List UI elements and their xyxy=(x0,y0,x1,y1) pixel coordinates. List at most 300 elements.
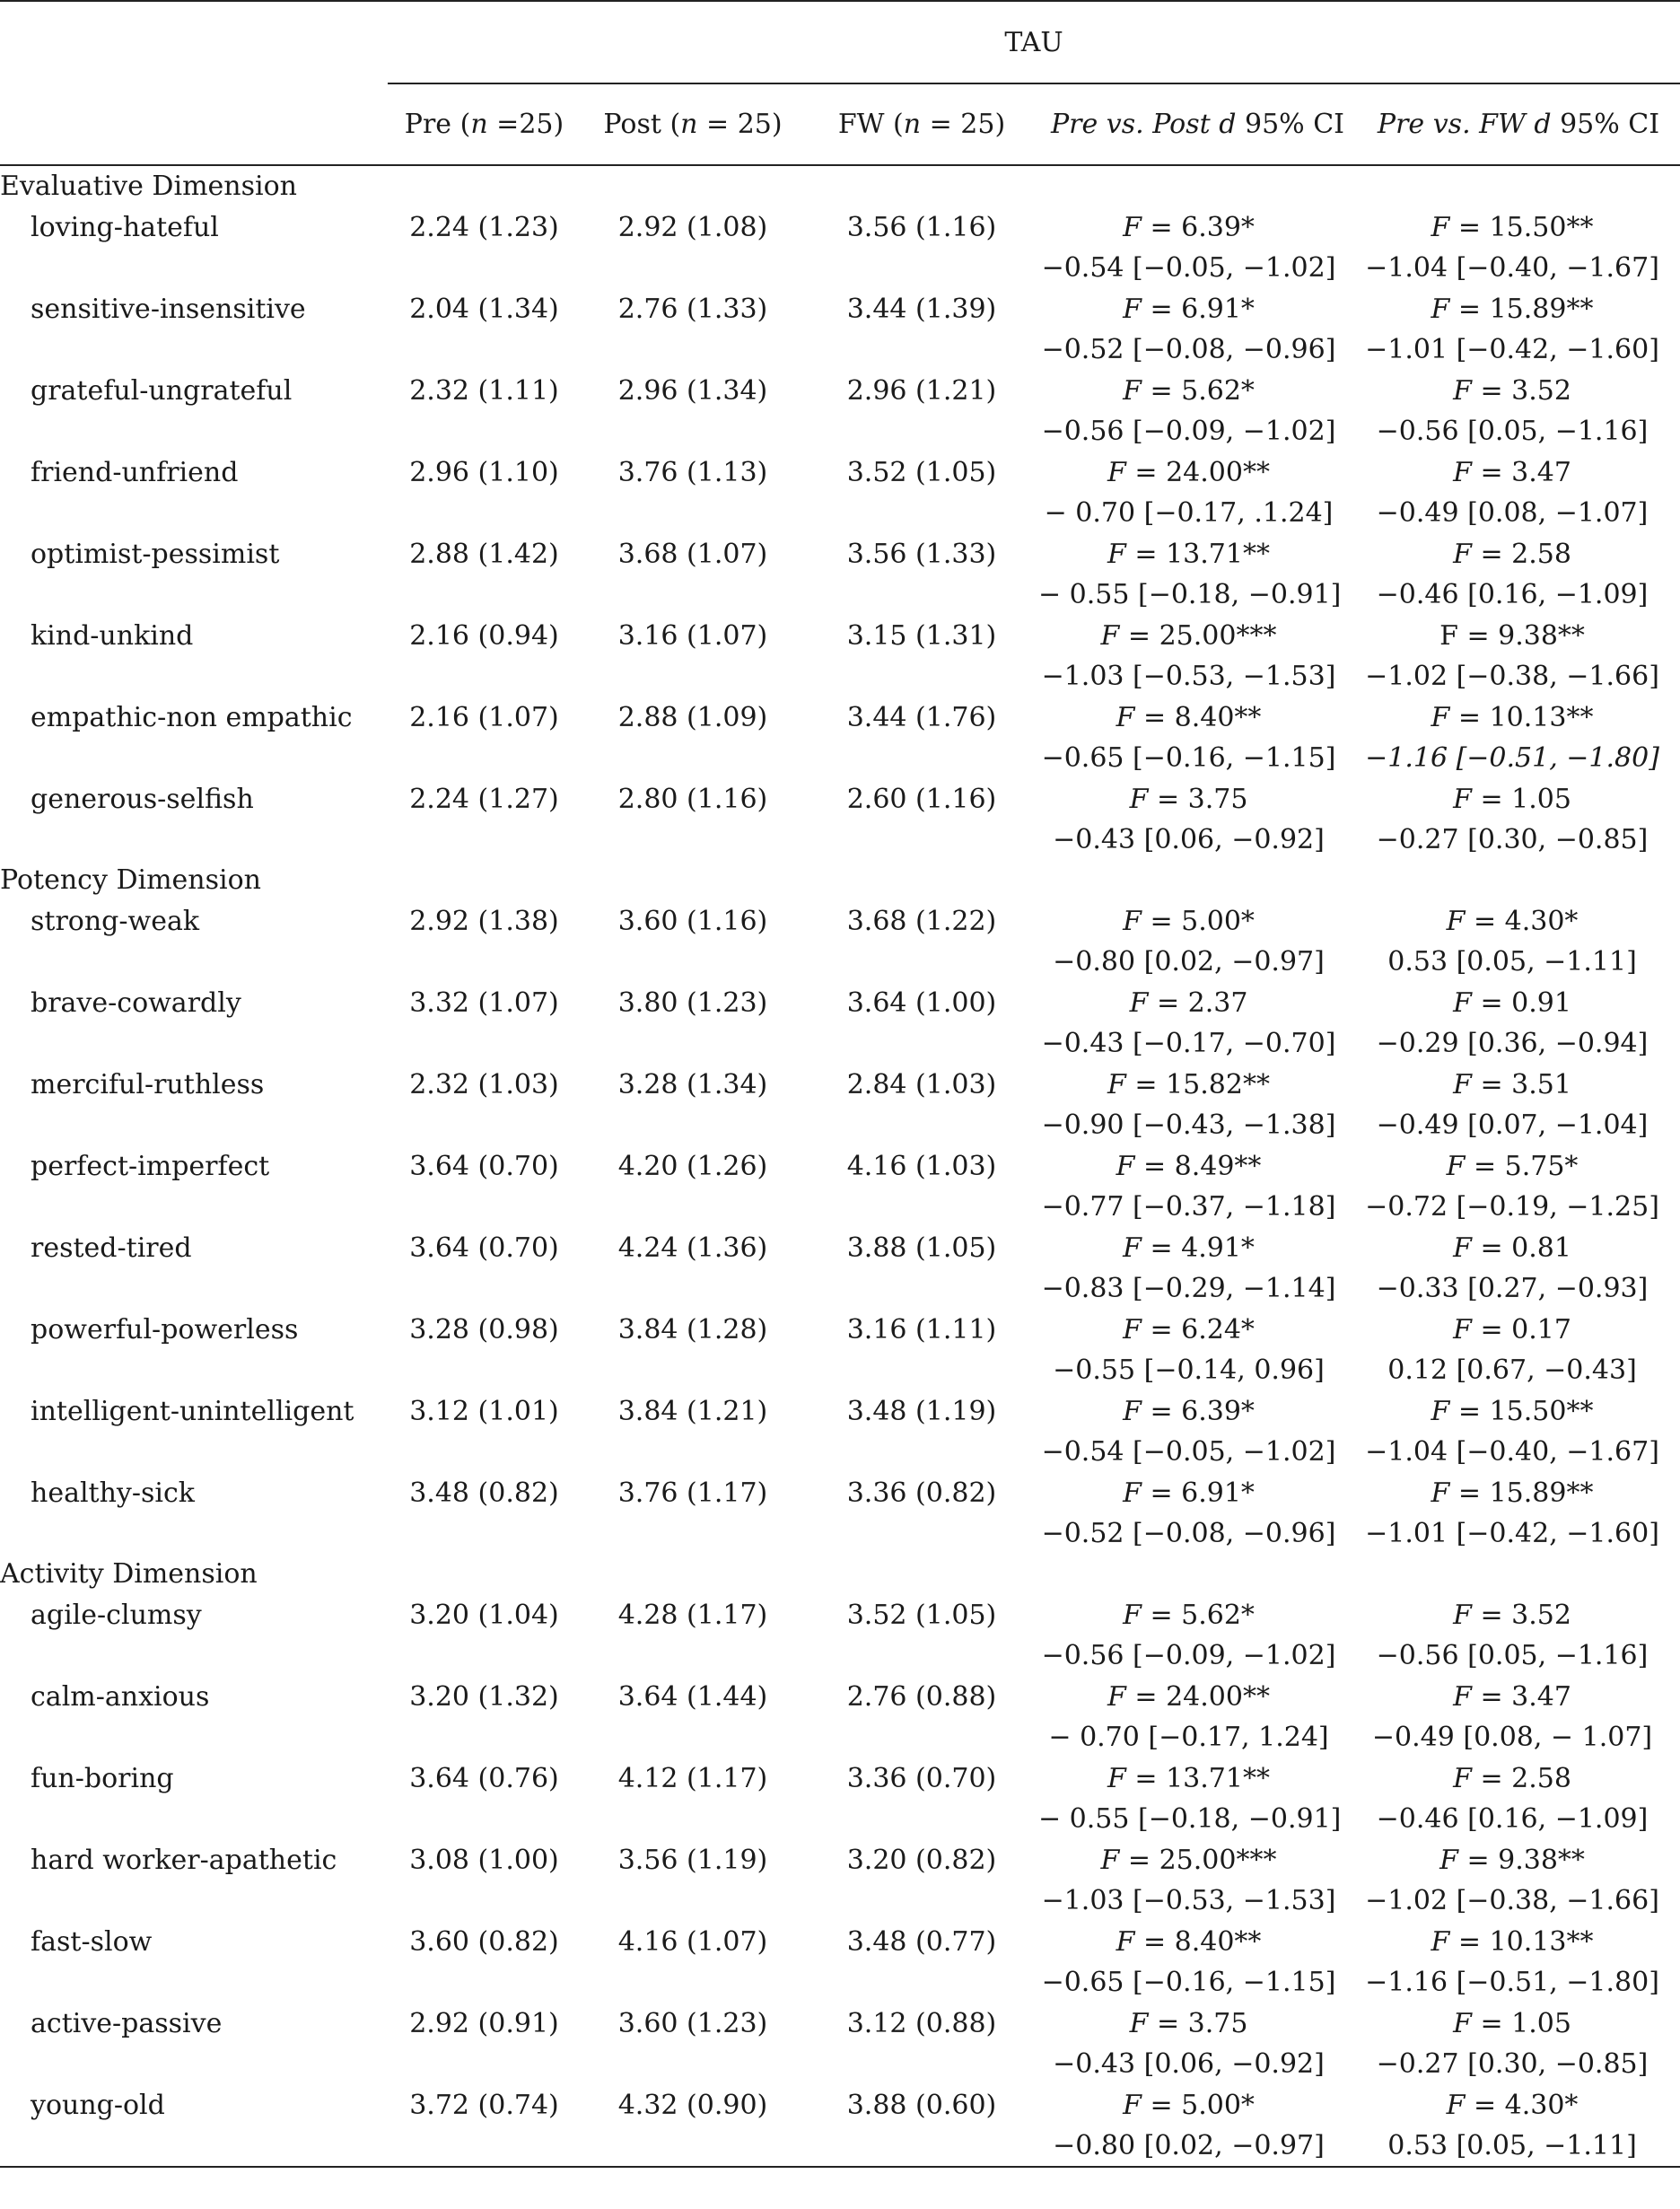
f-symbol: F xyxy=(1453,1680,1472,1713)
pre-post-effect-size: − 0.70 [−0.17, 1.24] xyxy=(1048,1722,1329,1753)
empty-cell xyxy=(388,411,581,451)
f-symbol: F xyxy=(1123,1599,1142,1631)
pre-post-effect-size: −0.56 [−0.09, −1.02] xyxy=(1041,1640,1336,1671)
row-label: optimist-pessimist xyxy=(31,538,280,570)
equals-sign: = xyxy=(1449,1395,1490,1427)
post-value: 4.32 (0.90) xyxy=(617,2089,768,2121)
f-value: 4.30* xyxy=(1504,2089,1579,2121)
row-label: fast-slow xyxy=(31,1925,153,1958)
post-value: 3.68 (1.07) xyxy=(617,538,768,570)
row-label: powerful-powerless xyxy=(31,1313,299,1346)
table-row xyxy=(0,1594,1680,1635)
f-value: 5.62* xyxy=(1181,374,1255,407)
pre-post-effect-size: −0.65 [−0.16, −1.15] xyxy=(1041,1967,1336,1998)
equals-sign: = xyxy=(1471,986,1512,1019)
table-row-effect xyxy=(0,574,1680,615)
empty-cell xyxy=(0,738,388,778)
fw-value: 3.36 (0.82) xyxy=(846,1477,997,1509)
row-label: merciful-ruthless xyxy=(31,1068,265,1100)
f-value: 3.75 xyxy=(1187,783,1248,815)
equals-sign: = xyxy=(1465,1150,1505,1182)
empty-cell xyxy=(0,1187,388,1227)
pre-post-f-stat xyxy=(1038,288,1357,329)
equals-sign: = xyxy=(1457,619,1499,652)
empty-cell xyxy=(0,1350,388,1390)
pre-fw-effect-size: −0.29 [0.36, −0.94] xyxy=(1376,1028,1649,1059)
pre-fw-effect-size: −0.72 [−0.19, −1.25] xyxy=(1365,1191,1659,1223)
equals-sign: = xyxy=(1148,783,1188,815)
f-value: 5.00* xyxy=(1181,905,1255,937)
row-label: friend-unfriend xyxy=(31,456,239,488)
f-symbol: F xyxy=(1453,1762,1472,1794)
table-row-effect xyxy=(0,411,1680,451)
table-row-effect xyxy=(0,248,1680,288)
equals-sign: = xyxy=(1471,1599,1512,1631)
f-symbol: F xyxy=(1123,1232,1142,1264)
table-row-effect xyxy=(0,1513,1680,1554)
table-row xyxy=(0,1676,1680,1717)
pre-post-effect-size: −0.56 [−0.09, −1.02] xyxy=(1041,416,1336,447)
f-symbol: F xyxy=(1439,619,1458,652)
pre-value: 3.64 (0.70) xyxy=(409,1150,559,1182)
table-row-effect xyxy=(0,1717,1680,1758)
empty-cell xyxy=(805,493,1038,533)
f-value: 6.39* xyxy=(1181,211,1255,243)
table-row-effect xyxy=(0,1880,1680,1921)
fw-value: 3.44 (1.39) xyxy=(846,293,997,325)
header-empty-2 xyxy=(0,83,388,165)
empty-cell xyxy=(581,1799,805,1839)
pre-fw-effect-size: −0.56 [0.05, −1.16] xyxy=(1376,416,1649,447)
post-value: 3.84 (1.28) xyxy=(617,1313,768,1346)
empty-cell xyxy=(805,2044,1038,2084)
row-label: calm-anxious xyxy=(31,1680,210,1713)
equals-sign: = xyxy=(1471,783,1512,815)
empty-cell xyxy=(388,1717,581,1758)
f-symbol: F xyxy=(1446,1150,1466,1182)
pre-fw-effect-size: −1.16 [−0.51, −1.80] xyxy=(1365,1967,1659,1998)
empty-cell xyxy=(0,411,388,451)
post-value: 4.24 (1.36) xyxy=(617,1232,768,1264)
pre-value: 2.16 (1.07) xyxy=(409,701,559,733)
empty-cell xyxy=(581,820,805,860)
fw-value: 3.52 (1.05) xyxy=(846,1599,997,1631)
table-row xyxy=(0,1758,1680,1799)
pre-post-effect-size: −1.03 [−0.53, −1.53] xyxy=(1041,1885,1336,1916)
section-title: Evaluative Dimension xyxy=(0,171,297,202)
pre-fw-f-stat xyxy=(1357,1064,1680,1105)
pre-post-f-stat xyxy=(1038,1472,1357,1513)
pre-fw-f-stat xyxy=(1357,697,1680,738)
f-value: 15.50** xyxy=(1489,1395,1594,1427)
empty-cell xyxy=(0,1799,388,1839)
pre-post-f-stat xyxy=(1038,778,1357,820)
pre-post-f-stat xyxy=(1038,1390,1357,1432)
pre-fw-effect-size: −0.27 [0.30, −0.85] xyxy=(1376,2048,1649,2080)
f-value: 8.49** xyxy=(1174,1150,1262,1182)
table-row xyxy=(0,1309,1680,1350)
table-row xyxy=(0,697,1680,738)
table-row-effect xyxy=(0,1350,1680,1390)
empty-cell xyxy=(388,1799,581,1839)
equals-sign: = xyxy=(1141,211,1182,243)
pre-fw-f-stat xyxy=(1357,1921,1680,1962)
pre-fw-effect-size: −1.01 [−0.42, −1.60] xyxy=(1365,1518,1659,1549)
post-value: 2.80 (1.16) xyxy=(617,783,768,815)
empty-cell xyxy=(388,1513,581,1554)
pre-post-f-stat xyxy=(1038,206,1357,248)
section-row xyxy=(0,860,1680,900)
equals-sign: = xyxy=(1119,619,1159,652)
pre-value: 3.72 (0.74) xyxy=(409,2089,559,2121)
fw-value: 3.88 (1.05) xyxy=(846,1232,997,1264)
fw-value: 3.12 (0.88) xyxy=(846,2007,997,2039)
empty-cell xyxy=(581,1432,805,1472)
fw-value: 3.64 (1.00) xyxy=(846,986,997,1019)
pre-post-effect-size: −0.43 [−0.17, −0.70] xyxy=(1041,1028,1336,1059)
pre-post-effect-size: − 0.55 [−0.18, −0.91] xyxy=(1038,579,1342,610)
row-label: brave-cowardly xyxy=(31,986,241,1019)
f-symbol: F xyxy=(1107,1068,1126,1100)
empty-cell xyxy=(581,574,805,615)
f-symbol: F xyxy=(1123,293,1142,325)
empty-cell xyxy=(581,329,805,370)
f-symbol: F xyxy=(1431,1925,1450,1958)
pre-post-effect-size: −0.80 [0.02, −0.97] xyxy=(1053,946,1325,977)
empty-cell xyxy=(388,1187,581,1227)
f-value: 3.52 xyxy=(1511,374,1571,407)
table-row-effect xyxy=(0,1268,1680,1309)
f-value: 9.38** xyxy=(1498,619,1585,652)
f-value: 8.40** xyxy=(1174,701,1262,733)
col-header-post: Post (n = 25) xyxy=(603,109,783,140)
f-value: 24.00** xyxy=(1166,1680,1270,1713)
f-symbol: F xyxy=(1453,374,1472,407)
pre-post-f-stat xyxy=(1038,370,1357,411)
fw-value: 3.56 (1.33) xyxy=(846,538,997,570)
empty-cell xyxy=(0,248,388,288)
empty-cell xyxy=(0,820,388,860)
post-value: 4.28 (1.17) xyxy=(617,1599,768,1631)
pre-post-effect-size: −0.55 [−0.14, 0.96] xyxy=(1053,1354,1325,1386)
empty-cell xyxy=(805,1023,1038,1064)
table-row xyxy=(0,288,1680,329)
table-row xyxy=(0,370,1680,411)
row-label: intelligent-unintelligent xyxy=(31,1395,354,1427)
pre-fw-effect-size: −1.02 [−0.38, −1.66] xyxy=(1365,661,1659,692)
f-value: 4.30* xyxy=(1504,905,1579,937)
empty-cell xyxy=(388,1268,581,1309)
f-symbol: F xyxy=(1123,211,1142,243)
table-row-effect xyxy=(0,1635,1680,1676)
header-empty xyxy=(0,1,388,83)
row-label: fun-boring xyxy=(31,1762,174,1794)
empty-cell xyxy=(581,942,805,982)
pre-fw-effect-size: −0.49 [0.08, − 1.07] xyxy=(1371,1722,1653,1753)
empty-cell xyxy=(0,1717,388,1758)
equals-sign: = xyxy=(1449,1925,1490,1958)
pre-value: 3.64 (0.76) xyxy=(409,1762,559,1794)
fw-value: 3.44 (1.76) xyxy=(846,701,997,733)
f-value: 1.05 xyxy=(1511,783,1571,815)
pre-post-f-stat xyxy=(1038,697,1357,738)
section-title: Potency Dimension xyxy=(0,864,261,896)
table-row-effect xyxy=(0,1187,1680,1227)
table-row-effect xyxy=(0,2126,1680,2167)
pre-fw-f-stat xyxy=(1357,370,1680,411)
row-label: kind-unkind xyxy=(31,619,194,652)
equals-sign: = xyxy=(1141,293,1182,325)
pre-post-effect-size: −0.54 [−0.05, −1.02] xyxy=(1041,1436,1336,1468)
equals-sign: = xyxy=(1148,2007,1188,2039)
table-row xyxy=(0,533,1680,574)
f-symbol: F xyxy=(1453,1232,1472,1264)
pre-fw-effect-size: −1.04 [−0.40, −1.67] xyxy=(1365,252,1659,284)
empty-cell xyxy=(805,1880,1038,1921)
equals-sign: = xyxy=(1141,1395,1182,1427)
pre-post-f-stat xyxy=(1038,982,1357,1023)
table-row-effect xyxy=(0,942,1680,982)
f-symbol: F xyxy=(1439,1844,1458,1876)
table-row xyxy=(0,1390,1680,1432)
empty-cell xyxy=(0,1432,388,1472)
equals-sign: = xyxy=(1134,701,1175,733)
table-row-effect xyxy=(0,493,1680,533)
post-value: 3.76 (1.17) xyxy=(617,1477,768,1509)
table-row-effect xyxy=(0,1432,1680,1472)
f-symbol: F xyxy=(1453,2007,1472,2039)
pre-fw-f-stat xyxy=(1357,900,1680,942)
equals-sign: = xyxy=(1141,905,1182,937)
table-row xyxy=(0,1921,1680,1962)
f-symbol: F xyxy=(1453,986,1472,1019)
pre-fw-effect-size: 0.53 [0.05, −1.11] xyxy=(1387,946,1637,977)
empty-cell xyxy=(581,493,805,533)
pre-value: 3.12 (1.01) xyxy=(409,1395,559,1427)
table-body xyxy=(0,165,1680,2167)
pre-fw-f-stat xyxy=(1357,288,1680,329)
empty-cell xyxy=(805,656,1038,697)
pre-post-effect-size: −0.80 [0.02, −0.97] xyxy=(1053,2130,1325,2161)
empty-cell xyxy=(388,942,581,982)
table-row xyxy=(0,2084,1680,2126)
f-symbol: F xyxy=(1431,293,1450,325)
f-value: 5.00* xyxy=(1181,2089,1255,2121)
f-symbol: F xyxy=(1116,1150,1135,1182)
post-value: 3.60 (1.16) xyxy=(617,905,768,937)
row-label: young-old xyxy=(31,2089,165,2121)
f-value: 2.37 xyxy=(1187,986,1248,1019)
header-row-columns xyxy=(0,83,1680,165)
fw-value: 3.56 (1.16) xyxy=(846,211,997,243)
f-value: 6.24* xyxy=(1181,1313,1255,1346)
fw-value: 3.15 (1.31) xyxy=(846,619,997,652)
empty-cell xyxy=(0,2126,388,2167)
fw-value: 2.76 (0.88) xyxy=(846,1680,997,1713)
pre-fw-effect-size: 0.53 [0.05, −1.11] xyxy=(1387,2130,1637,2161)
pre-fw-effect-size: −1.04 [−0.40, −1.67] xyxy=(1365,1436,1659,1468)
post-value: 3.28 (1.34) xyxy=(617,1068,768,1100)
empty-cell xyxy=(581,656,805,697)
empty-cell xyxy=(0,1962,388,2003)
table-row-effect xyxy=(0,329,1680,370)
empty-cell xyxy=(388,248,581,288)
row-label: empathic-non empathic xyxy=(31,701,353,733)
empty-cell xyxy=(0,1105,388,1145)
empty-cell xyxy=(0,1513,388,1554)
pre-value: 2.92 (0.91) xyxy=(409,2007,559,2039)
f-symbol: F xyxy=(1453,456,1472,488)
pre-post-effect-size: − 0.70 [−0.17, .1.24] xyxy=(1044,497,1334,529)
f-symbol: F xyxy=(1129,783,1149,815)
f-value: 13.71** xyxy=(1166,1762,1270,1794)
pre-post-f-stat xyxy=(1038,900,1357,942)
f-symbol: F xyxy=(1116,701,1135,733)
f-symbol: F xyxy=(1453,1068,1472,1100)
equals-sign: = xyxy=(1125,538,1167,570)
f-value: 6.39* xyxy=(1181,1395,1255,1427)
empty-cell xyxy=(0,1268,388,1309)
empty-cell xyxy=(805,1962,1038,2003)
pre-post-effect-size: −0.90 [−0.43, −1.38] xyxy=(1041,1109,1336,1141)
empty-cell xyxy=(805,1513,1038,1554)
f-symbol: F xyxy=(1107,1680,1126,1713)
pre-post-f-stat xyxy=(1038,1594,1357,1635)
equals-sign: = xyxy=(1119,1844,1159,1876)
empty-cell xyxy=(388,1023,581,1064)
pre-value: 3.28 (0.98) xyxy=(409,1313,559,1346)
empty-cell xyxy=(581,1717,805,1758)
fw-value: 3.88 (0.60) xyxy=(846,2089,997,2121)
equals-sign: = xyxy=(1471,538,1512,570)
equals-sign: = xyxy=(1148,986,1188,1019)
section-row xyxy=(0,1554,1680,1594)
empty-cell xyxy=(581,1023,805,1064)
pre-value: 2.88 (1.42) xyxy=(409,538,559,570)
f-symbol: F xyxy=(1123,905,1142,937)
empty-cell xyxy=(805,738,1038,778)
f-symbol: F xyxy=(1453,783,1472,815)
table-row xyxy=(0,1472,1680,1513)
equals-sign: = xyxy=(1471,1762,1512,1794)
post-value: 3.76 (1.13) xyxy=(617,456,768,488)
equals-sign: = xyxy=(1449,293,1490,325)
equals-sign: = xyxy=(1471,1068,1512,1100)
equals-sign: = xyxy=(1141,1313,1182,1346)
pre-fw-effect-size: −1.01 [−0.42, −1.60] xyxy=(1365,334,1659,365)
pre-fw-effect-size: −0.27 [0.30, −0.85] xyxy=(1376,824,1649,855)
pre-post-f-stat xyxy=(1038,1839,1357,1880)
pre-fw-f-stat xyxy=(1357,2084,1680,2126)
table-row-effect xyxy=(0,656,1680,697)
empty-cell xyxy=(581,1880,805,1921)
table-row-effect xyxy=(0,1105,1680,1145)
f-symbol: F xyxy=(1431,1477,1450,1509)
equals-sign: = xyxy=(1134,1150,1175,1182)
f-symbol: F xyxy=(1129,2007,1149,2039)
pre-fw-f-stat xyxy=(1357,1145,1680,1187)
col-header-pre-vs-post: Pre vs. Post d 95% CI xyxy=(1050,109,1345,140)
empty-cell xyxy=(0,1023,388,1064)
empty-cell xyxy=(388,574,581,615)
f-value: 3.52 xyxy=(1511,1599,1571,1631)
pre-post-f-stat xyxy=(1038,2084,1357,2126)
table-row xyxy=(0,1145,1680,1187)
f-value: 15.50** xyxy=(1489,211,1594,243)
pre-fw-f-stat xyxy=(1357,1390,1680,1432)
pre-fw-effect-size: −0.33 [0.27, −0.93] xyxy=(1376,1273,1649,1304)
f-symbol: F xyxy=(1431,701,1450,733)
f-symbol: F xyxy=(1100,1844,1120,1876)
pre-fw-f-stat xyxy=(1357,1758,1680,1799)
empty-cell xyxy=(388,1105,581,1145)
table-row xyxy=(0,982,1680,1023)
pre-fw-effect-size: −1.02 [−0.38, −1.66] xyxy=(1365,1885,1659,1916)
f-value: 24.00** xyxy=(1166,456,1270,488)
empty-cell xyxy=(805,1717,1038,1758)
f-value: 2.58 xyxy=(1511,538,1571,570)
empty-cell xyxy=(0,1635,388,1676)
pre-value: 3.60 (0.82) xyxy=(409,1925,559,1958)
pre-post-f-stat xyxy=(1038,2003,1357,2044)
empty-cell xyxy=(805,329,1038,370)
pre-post-effect-size: − 0.55 [−0.18, −0.91] xyxy=(1038,1803,1342,1835)
empty-cell xyxy=(388,329,581,370)
pre-fw-effect-size: −0.56 [0.05, −1.16] xyxy=(1376,1640,1649,1671)
empty-cell xyxy=(388,2126,581,2167)
pre-post-effect-size: −0.54 [−0.05, −1.02] xyxy=(1041,252,1336,284)
f-value: 3.47 xyxy=(1511,456,1571,488)
table-row-effect xyxy=(0,738,1680,778)
empty-cell xyxy=(388,1962,581,2003)
f-symbol: F xyxy=(1453,1313,1472,1346)
pre-fw-effect-size: −0.46 [0.16, −1.09] xyxy=(1376,579,1649,610)
f-symbol: F xyxy=(1446,905,1466,937)
fw-value: 3.20 (0.82) xyxy=(846,1844,997,1876)
col-header-pre: Pre (n =25) xyxy=(404,109,564,140)
pre-fw-f-stat xyxy=(1357,1594,1680,1635)
empty-cell xyxy=(581,2126,805,2167)
pre-value: 3.08 (1.00) xyxy=(409,1844,559,1876)
f-value: 0.81 xyxy=(1511,1232,1571,1264)
pre-value: 2.04 (1.34) xyxy=(409,293,559,325)
equals-sign: = xyxy=(1141,1477,1182,1509)
pre-value: 2.92 (1.38) xyxy=(409,905,559,937)
fw-value: 3.48 (1.19) xyxy=(846,1395,997,1427)
empty-cell xyxy=(805,574,1038,615)
row-label: healthy-sick xyxy=(31,1477,195,1509)
f-symbol: F xyxy=(1123,1395,1142,1427)
empty-cell xyxy=(388,1635,581,1676)
col-header-fw: FW (n = 25) xyxy=(837,109,1006,140)
fw-value: 2.84 (1.03) xyxy=(846,1068,997,1100)
pre-fw-effect-size: −0.49 [0.07, −1.04] xyxy=(1376,1109,1649,1141)
f-value: 3.47 xyxy=(1511,1680,1571,1713)
f-symbol: F xyxy=(1123,2089,1142,2121)
table-row-effect xyxy=(0,2044,1680,2084)
table-row xyxy=(0,1064,1680,1105)
pre-fw-effect-size: −0.46 [0.16, −1.09] xyxy=(1376,1803,1649,1835)
f-symbol: F xyxy=(1116,1925,1135,1958)
empty-cell xyxy=(805,1105,1038,1145)
post-value: 3.16 (1.07) xyxy=(617,619,768,652)
empty-cell xyxy=(805,1187,1038,1227)
f-symbol: F xyxy=(1107,538,1126,570)
f-value: 25.00*** xyxy=(1159,1844,1277,1876)
equals-sign: = xyxy=(1125,456,1167,488)
equals-sign: = xyxy=(1125,1068,1167,1100)
empty-cell xyxy=(805,942,1038,982)
